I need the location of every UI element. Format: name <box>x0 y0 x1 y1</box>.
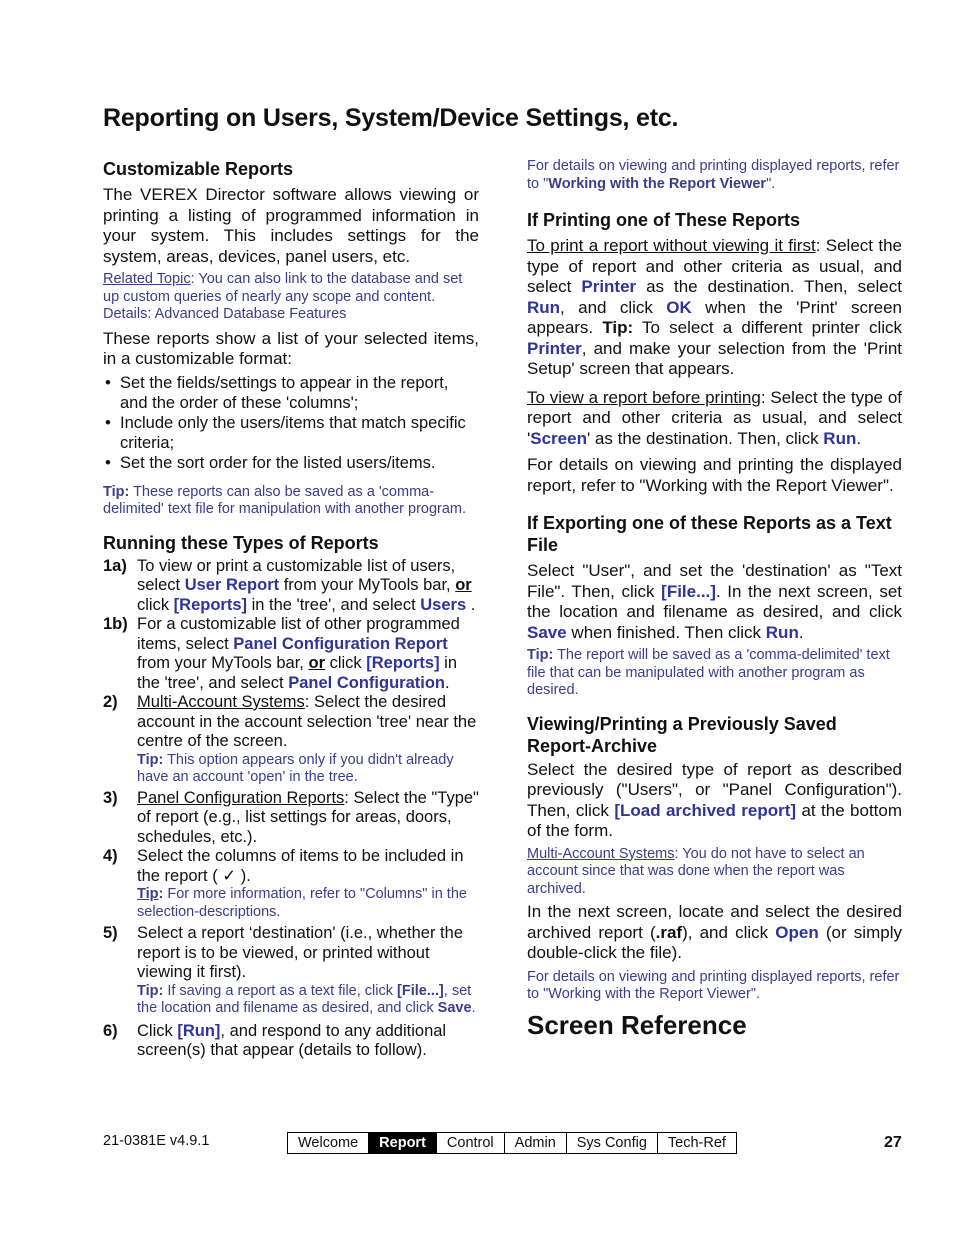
view-before-print-label: To view a report before printing <box>527 387 761 407</box>
step-text <box>137 693 479 787</box>
text-span: when the 'Print' screen appears. <box>527 297 903 337</box>
text-span: , and make your selection from the 'Print Setup' screen that appears. <box>527 338 902 378</box>
text-span: : Select the desired account in the account selection 'tree' near the centre of the screen. <box>137 693 477 750</box>
run-button-ref[interactable]: Run <box>527 297 561 317</box>
step-number: 3) <box>103 788 118 807</box>
tip-text: The report will be saved as a 'comma-delimited' text file that can be manipulated with another program as desired. <box>527 647 890 698</box>
raf-extension: .raf <box>655 922 683 942</box>
text-span: Select "User", and set the 'destination' as "Text File". Then, click <box>527 561 902 601</box>
nav-tab-control[interactable]: Control <box>437 1133 505 1153</box>
text-span: as the destination. Then, select <box>636 277 902 296</box>
related-topic-link[interactable]: Related Topic <box>103 271 191 287</box>
step-number: 5) <box>103 924 118 942</box>
run-button-ref[interactable]: Run <box>765 622 799 642</box>
run-button-ref[interactable]: Run <box>823 428 857 448</box>
text-span: click <box>324 654 367 672</box>
right-column <box>527 158 902 1040</box>
list-item: • Include only the users/items that match specific criteria; <box>103 413 479 453</box>
printer-button-ref[interactable]: Printer <box>527 338 582 358</box>
open-button-ref[interactable]: Open <box>775 922 819 942</box>
related-topic-note <box>103 271 479 324</box>
text-span: ". <box>766 175 776 192</box>
tip-label: Tip: <box>137 982 164 999</box>
report-viewer-link[interactable]: Working with the Report Viewer <box>548 175 767 192</box>
heading-exporting: If Exporting one of these Reports as a Text File <box>527 513 892 555</box>
tip-text: If saving a report as a text file, click <box>163 982 398 999</box>
details-paragraph: For details on viewing and printing the displayed report, refer to "Working with the Report Viewer". <box>527 455 902 495</box>
list-item: • Set the sort order for the listed users/items. <box>103 453 479 473</box>
panel-config-report-link[interactable]: Panel Configuration Report <box>233 634 448 653</box>
step-1b <box>103 615 479 693</box>
text-span: Select the desired type of report as described previously ("Users", or "Panel Configuration"). Then, click <box>527 759 902 820</box>
step-2 <box>103 693 479 787</box>
tip-label: Tip: <box>137 751 164 768</box>
heading-printing: If Printing one of These Reports <box>527 210 801 230</box>
printer-option-ref[interactable]: Printer <box>581 277 637 296</box>
ok-button-ref[interactable]: OK <box>666 297 692 317</box>
reports-button-ref[interactable]: [Reports] <box>366 654 440 672</box>
tip-text: These reports can also be saved as a 'comma-delimited' text file for manipulation with another program. <box>103 483 467 517</box>
step-number: 6) <box>103 1021 118 1040</box>
step-number: 1b) <box>103 615 128 633</box>
nav-tab-welcome[interactable]: Welcome <box>288 1133 369 1153</box>
text-span: from your MyTools bar, <box>279 576 456 594</box>
text-span: from your MyTools bar, <box>137 654 309 672</box>
tip-text: This option appears only if you didn't already have an account 'open' in the tree. <box>137 751 454 785</box>
text-span: To view or print a customizable list of users, select <box>137 556 456 594</box>
archive-paragraph <box>527 760 902 842</box>
intro-paragraph: The VEREX Director software allows viewing or printing a listing of programmed information in your system. This includes settings for the system, areas, devices, panel users, etc. <box>103 185 479 266</box>
feature-list <box>103 373 479 473</box>
text-span: click <box>137 595 174 614</box>
text-span: . <box>856 428 862 448</box>
text-span: : You do not have to select an account since that was done when the report was archived. <box>527 845 865 897</box>
step-3 <box>103 789 479 848</box>
nav-tab-tech-ref[interactable]: Tech-Ref <box>667 1135 726 1151</box>
section-nav <box>287 1132 737 1154</box>
run-button-ref[interactable]: [Run] <box>177 1021 221 1040</box>
step-text <box>137 1022 479 1061</box>
save-button-ref[interactable]: Save <box>527 622 567 642</box>
text-span: in the 'tree', and select <box>137 654 458 692</box>
step-text <box>137 615 479 693</box>
text-span: Click <box>137 1021 178 1040</box>
text-span: . <box>466 595 476 614</box>
report-viewer-note <box>527 158 902 193</box>
tip-label: Tip: <box>103 483 130 500</box>
text-span: For a customizable list of other programmed items, select <box>137 615 460 653</box>
export-tip <box>527 647 902 700</box>
file-button-ref: [File...] <box>397 982 444 999</box>
heading-running-reports: Running these Types of Reports <box>103 532 379 553</box>
heading-customizable-reports: Customizable Reports <box>103 159 294 179</box>
text-span: : Select the type of report and other criteria as usual, and select ' <box>527 387 902 448</box>
text-span: For details on viewing and printing displayed reports, refer to " <box>527 158 900 192</box>
step-text <box>137 557 479 616</box>
step-5 <box>103 924 479 1018</box>
text-span: , and respond to any additional screen(s) that appear (details to follow). <box>137 1021 447 1059</box>
list-item: • Set the fields/settings to appear in the report, and the order of these 'columns'; <box>103 373 479 413</box>
open-archive-paragraph <box>527 902 902 964</box>
tip-text: . <box>471 1000 476 1016</box>
step-text <box>137 924 479 1018</box>
or-emphasis: or <box>308 654 325 672</box>
screen-option-ref[interactable]: Screen <box>530 428 587 448</box>
text-span: (or simply double-click the file). <box>527 922 902 962</box>
tip-label: Tip: <box>527 647 554 663</box>
text-span: when finished. Then click <box>566 622 766 642</box>
tip-label: Tip <box>137 886 159 902</box>
view-paragraph <box>527 388 902 450</box>
multi-account-link[interactable]: Multi-Account Systems <box>527 845 675 862</box>
page-title: Reporting on Users, System/Device Settings, etc. <box>103 104 679 132</box>
screen-reference-heading: Screen Reference <box>527 1009 747 1040</box>
tip-colon: : <box>158 886 164 902</box>
or-emphasis: or <box>455 576 472 594</box>
text-span: , and click <box>560 297 667 317</box>
text-span: Select a report ‘destination' (i.e., whether the report is to be viewed, or printed without viewing it first). <box>137 924 463 981</box>
step-2-tip <box>137 752 479 787</box>
load-archived-report-button-ref[interactable]: [Load archived report] <box>614 800 797 820</box>
report-viewer-note-2: For details on viewing and printing displayed reports, refer to "Working with the Report Viewer". <box>527 968 900 1002</box>
doc-id: 21-0381E v4.9.1 <box>103 1133 210 1149</box>
tip-note <box>103 484 479 519</box>
nav-tab-admin[interactable]: Admin <box>505 1133 567 1153</box>
related-topic-text: : You can also link to the database and set up custom queries of nearly any scope and content. Details: Advanced Database Features <box>103 271 463 322</box>
text-span: : Select the "Type" of report (e.g., list settings for areas, doors, schedules, etc.). <box>137 788 479 846</box>
multi-account-note <box>527 846 902 899</box>
user-report-link[interactable]: User Report <box>184 576 280 594</box>
text-span: ), and click <box>682 922 776 942</box>
tip-label: Tip: <box>602 318 634 337</box>
text-span: at the bottom of the form. <box>527 800 903 840</box>
text-span: in the 'tree', and select <box>247 595 421 614</box>
step-6 <box>103 1022 479 1061</box>
text-span: : Select the type of report and other criteria as usual, and select <box>527 236 902 296</box>
show-paragraph: These reports show a list of your selected items, in a customizable format: <box>103 328 479 368</box>
text-span: Select the columns of items to be included in the report ( ✓ ). <box>137 847 464 885</box>
text-span: . <box>444 673 450 692</box>
export-paragraph <box>527 561 902 643</box>
step-5-tip <box>137 983 479 1018</box>
print-without-view-label: To print a report without viewing it first <box>527 236 816 255</box>
save-button-ref: Save <box>437 1000 472 1016</box>
reports-button-ref[interactable]: [Reports] <box>173 595 248 614</box>
panel-config-label: Panel Configuration Reports <box>137 788 345 807</box>
multi-account-label: Multi-Account Systems <box>137 693 305 711</box>
nav-tab-report[interactable]: Report <box>369 1133 437 1153</box>
panel-config-link[interactable]: Panel Configuration <box>288 673 445 692</box>
text-span: ' as the destination. Then, click <box>586 428 824 448</box>
step-4 <box>103 847 479 921</box>
file-button-ref[interactable]: [File...] <box>661 581 716 601</box>
tip-text: For more information, refer to "Columns" in the selection-descriptions. <box>137 886 467 920</box>
heading-viewing-archive: Viewing/Printing a Previously Saved Report-Archive <box>527 713 837 756</box>
text-span: . <box>798 622 804 642</box>
step-text <box>137 847 479 921</box>
step-text <box>137 789 479 848</box>
step-number: 4) <box>103 847 118 865</box>
step-number: 1a) <box>103 556 127 575</box>
page-number: 27 <box>884 1134 902 1151</box>
step-number: 2) <box>103 693 118 711</box>
text-span: To select a different printer click <box>633 318 902 337</box>
text-span: . In the next screen, set the location and filename as desired, and click <box>527 581 902 621</box>
text-span: In the next screen, locate and select the desired archived report ( <box>527 902 902 942</box>
step-1a <box>103 557 479 616</box>
users-link[interactable]: Users <box>420 595 467 614</box>
nav-tab-sys-config[interactable]: Sys Config <box>567 1133 658 1153</box>
print-paragraph <box>527 236 902 380</box>
left-column <box>103 158 479 1061</box>
step-4-tip <box>137 886 479 921</box>
tip-text: , set the location and filename as desired, and click <box>137 982 472 1016</box>
